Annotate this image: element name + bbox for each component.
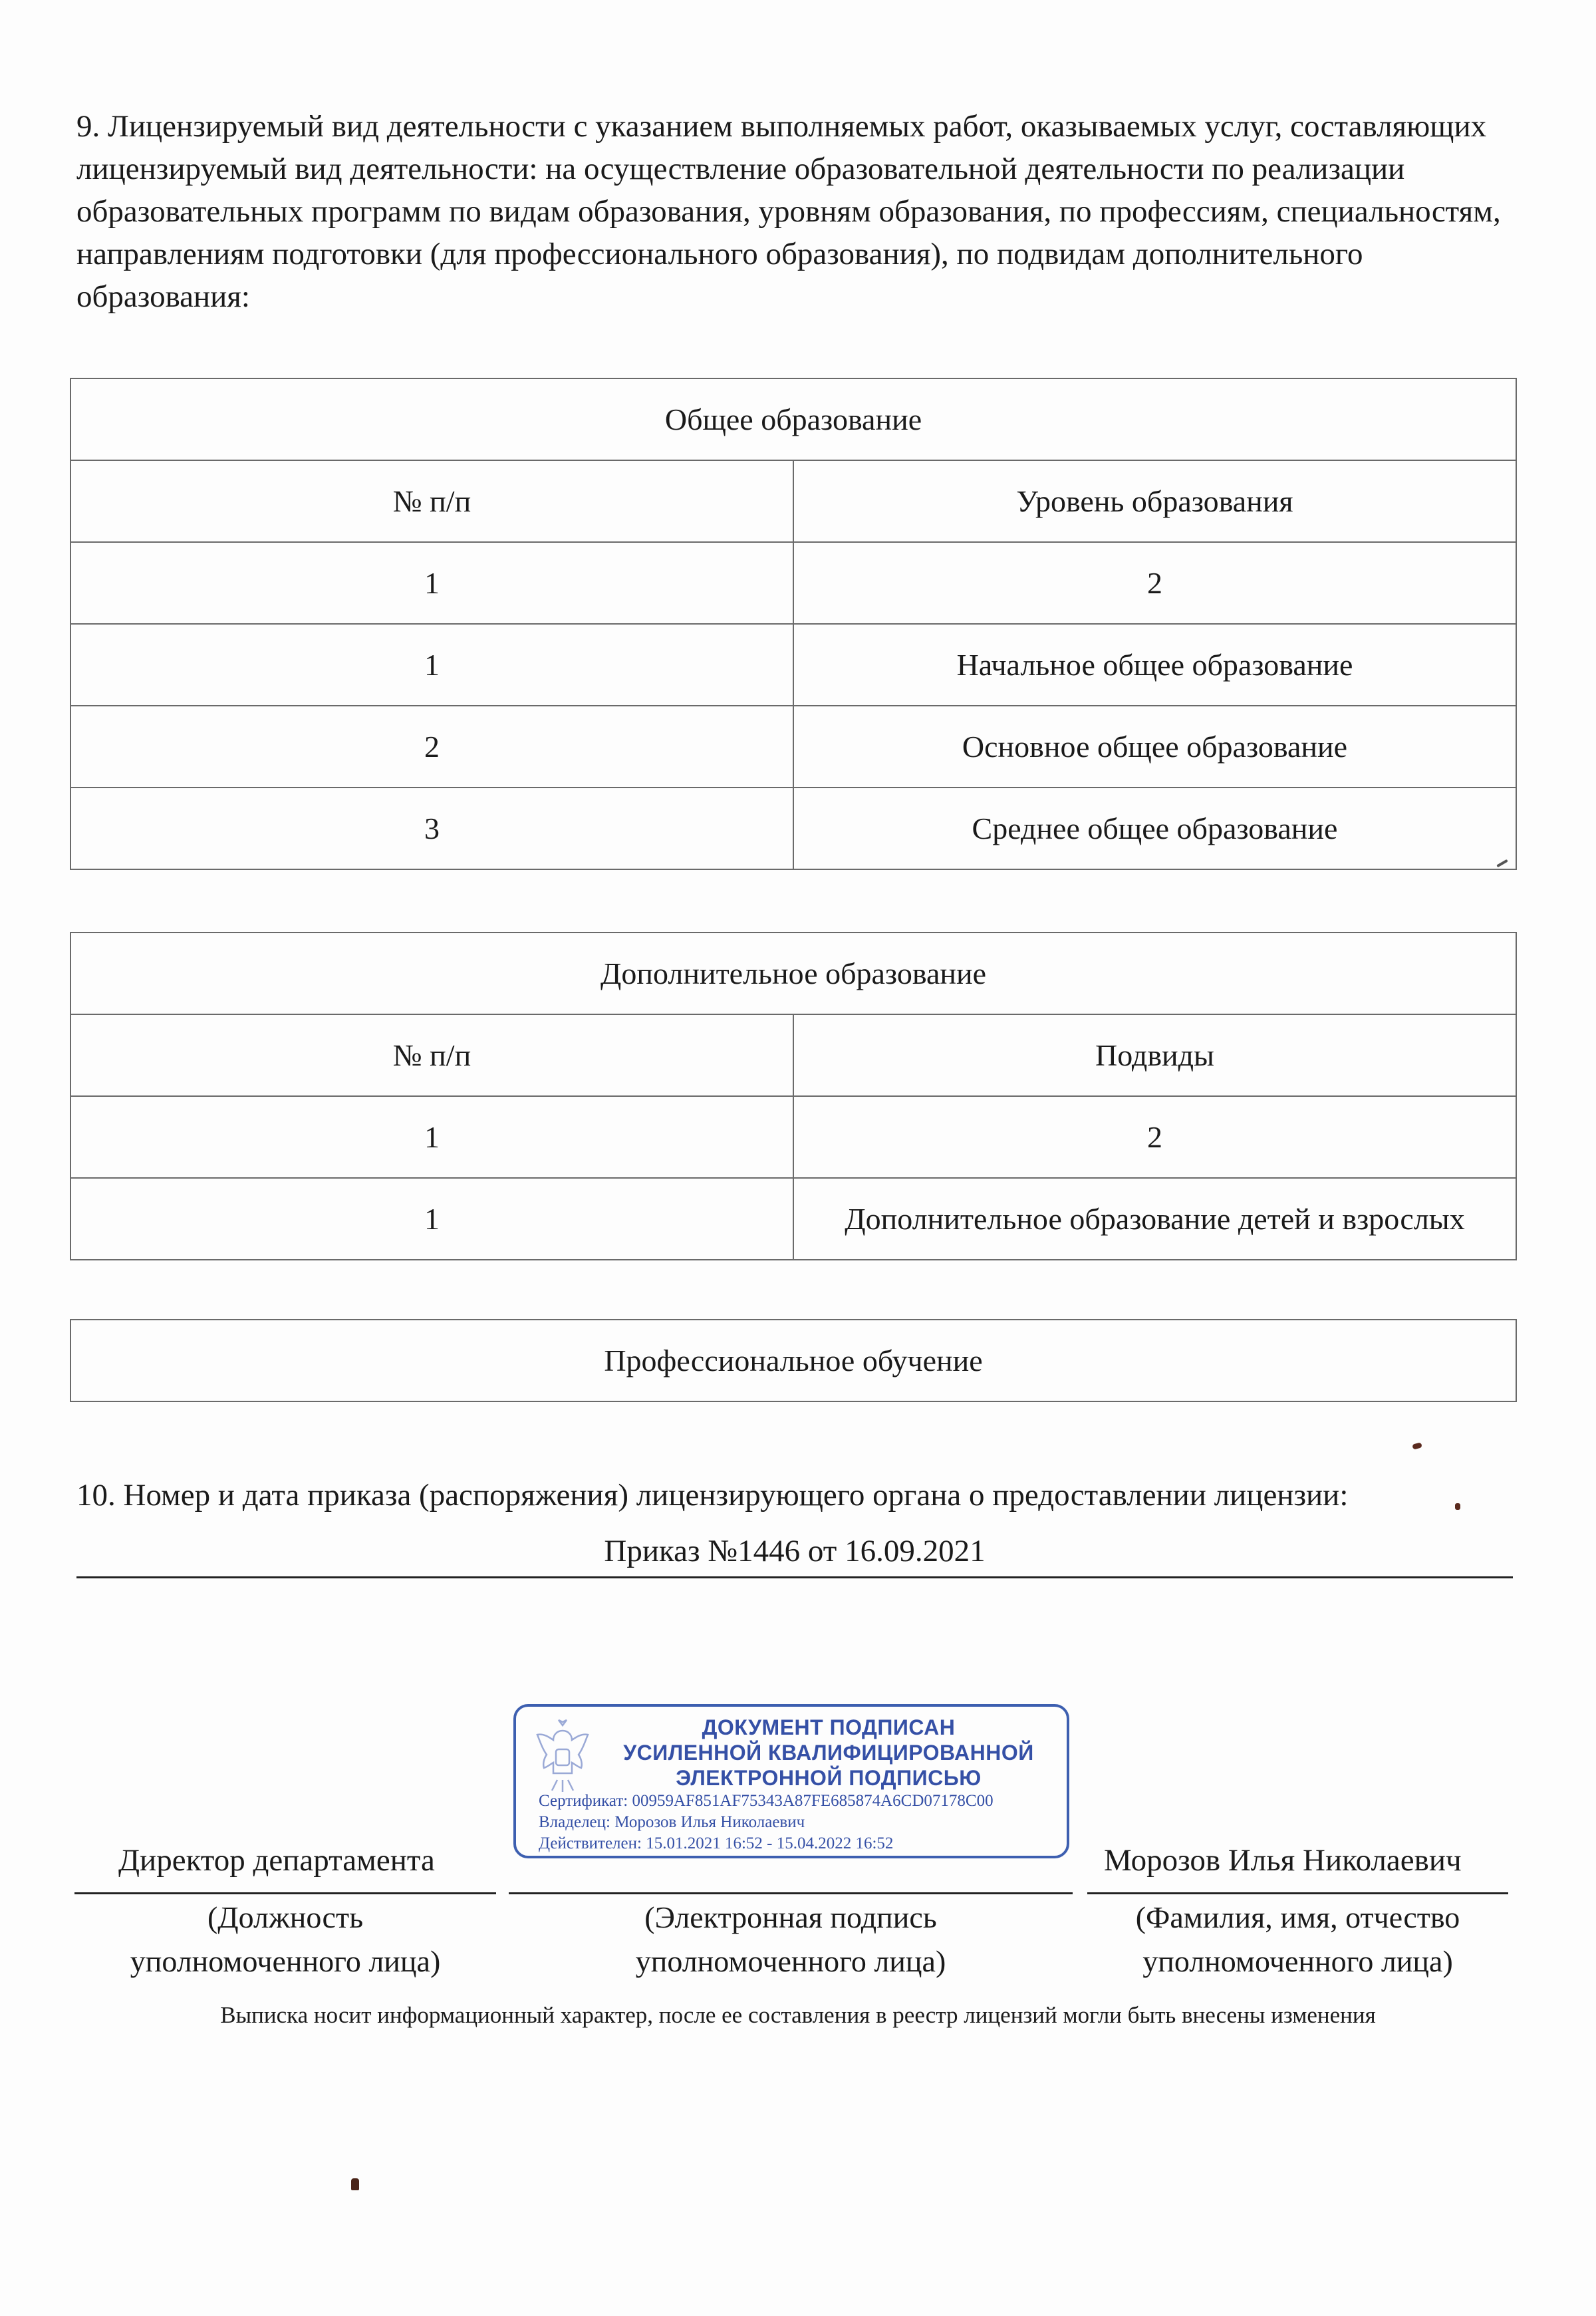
professional-training-title: Профессиональное обучение (70, 1320, 1516, 1401)
row-number: 2 (70, 706, 793, 788)
section-9-text: 9. Лицензируемый вид деятельности с указанием выполняемых работ, оказываемых услуг, составляющих лицензируемый вид деятельности: на осуществление образовательной деятельности по реализации образовательных программ по видам образования, уровням образования, по профессиям, специальностям, направлениям подготовки (для профессионального образования), по подвидам дополнительного образования: (76, 109, 1501, 314)
caption-name-line-2: уполномоченного лица) (1142, 1944, 1453, 1978)
stamp-title (596, 1715, 1061, 1791)
position-signature-line (74, 1892, 496, 1894)
education-level: Начальное общее образование (793, 624, 1516, 706)
professional-training-table (70, 1319, 1517, 1402)
column-index-1: 1 (70, 542, 793, 624)
stamp-title-line-1: ДОКУМЕНТ ПОДПИСАН (702, 1715, 956, 1739)
footer-note: Выписка носит информационный характер, после ее составления в реестр лицензий могли быть внесены изменения (220, 2002, 1376, 2028)
row-number: 1 (70, 624, 793, 706)
table-row (70, 1178, 1516, 1260)
stamp-validity: Действителен: 15.01.2021 16:52 - 15.04.2022 16:52 (539, 1834, 894, 1852)
education-subtype: Дополнительное образование детей и взрослых (793, 1178, 1516, 1260)
table-row (70, 706, 1516, 788)
double-headed-eagle-emblem-icon (531, 1716, 595, 1796)
order-number: Приказ №1446 от 16.09.2021 (76, 1530, 1513, 1578)
table-row (70, 624, 1516, 706)
stamp-certificate: Сертификат: 00959AF851AF75343A87FE685874A6CD07178C00 (539, 1792, 994, 1810)
column-header-number: № п/п (70, 460, 793, 542)
stamp-title-line-2: УСИЛЕННОЙ КВАЛИФИЦИРОВАННОЙ (623, 1741, 1034, 1765)
row-number: 1 (70, 1178, 793, 1260)
column-index-1: 1 (70, 1096, 793, 1178)
general-education-title: Общее образование (70, 378, 1516, 460)
additional-education-title: Дополнительное образование (70, 933, 1516, 1014)
esign-signature-line (509, 1892, 1073, 1894)
stamp-owner: Владелец: Морозов Илья Николаевич (539, 1813, 805, 1831)
column-index-2: 2 (793, 1096, 1516, 1178)
column-index-2: 2 (793, 542, 1516, 624)
signer-name: Морозов Илья Николаевич (1104, 1843, 1462, 1878)
section-10-text: 10. Номер и дата приказа (распоряжения) лицензирующего органа о предоставлении лицензии: (76, 1478, 1349, 1513)
signer-position: Директор департамента (118, 1843, 435, 1878)
stamp-details (539, 1791, 1071, 1854)
caption-signature-line-2: уполномоченного лица) (635, 1944, 946, 1978)
caption-position (74, 1896, 496, 1983)
table-row (70, 788, 1516, 869)
column-header-number: № п/п (70, 1014, 793, 1096)
stamp-title-line-3: ЭЛЕКТРОННОЙ ПОДПИСЬЮ (676, 1766, 982, 1790)
education-level: Основное общее образование (793, 706, 1516, 788)
scan-speck (1455, 1503, 1460, 1510)
caption-position-line-1: (Должность (207, 1900, 364, 1934)
column-header-subtype: Подвиды (793, 1014, 1516, 1096)
additional-education-table (70, 932, 1517, 1260)
scan-speck (351, 2178, 359, 2190)
column-header-level: Уровень образования (793, 460, 1516, 542)
scan-speck (1412, 1442, 1422, 1449)
electronic-signature-stamp (513, 1704, 1069, 1858)
education-level: Среднее общее образование (793, 788, 1516, 869)
row-number: 3 (70, 788, 793, 869)
caption-position-line-2: уполномоченного лица) (130, 1944, 441, 1978)
caption-signature-line-1: (Электронная подпись (644, 1900, 937, 1934)
caption-name-line-1: (Фамилия, имя, отчество (1135, 1900, 1460, 1934)
general-education-table (70, 378, 1517, 870)
name-signature-line (1087, 1892, 1508, 1894)
caption-signature (509, 1896, 1073, 1983)
caption-name (1087, 1896, 1508, 1983)
